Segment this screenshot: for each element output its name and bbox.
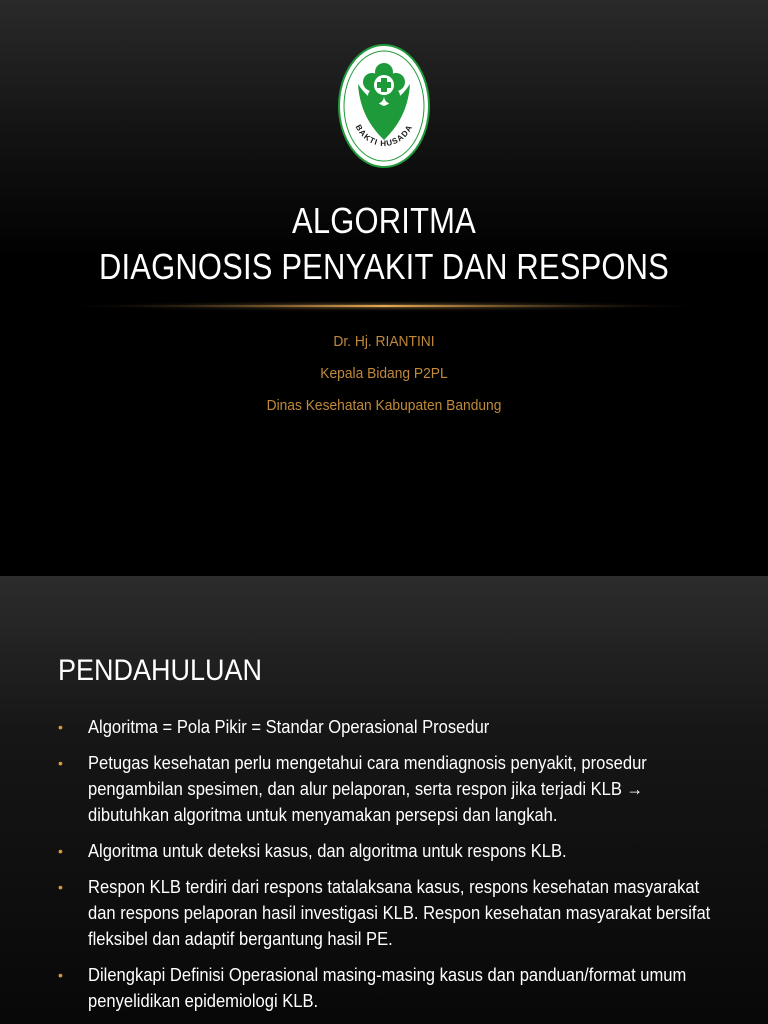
bullet-marker: • <box>58 879 63 895</box>
bullet-marker: • <box>58 967 63 983</box>
bullet-marker: • <box>58 719 63 735</box>
list-item: • Algoritma = Pola Pikir = Standar Operasional Prosedur <box>56 714 720 740</box>
list-item: • Respon KLB terdiri dari respons tatalaksana kasus, respons kesehatan masyarakat dan respons pelaporan hasil investigasi KLB. Respon kesehatan masyarakat bersifat fleksibel dan adaptif bergantung hasil PE. <box>56 874 720 952</box>
section-heading: PENDAHULUAN <box>58 654 263 687</box>
bullet-marker: • <box>58 755 63 771</box>
author-name: Dr. Hj. RIANTINI <box>333 333 435 350</box>
title-line-1: ALGORITMA <box>292 200 476 241</box>
list-item: • Dilengkapi Definisi Operasional masing-masing kasus dan panduan/format umum penyelidikan epidemiologi KLB. <box>56 962 720 1014</box>
title-divider <box>60 300 708 312</box>
title-line-2: DIAGNOSIS PENYAKIT DAN RESPONS <box>98 246 670 287</box>
logo-text: BAKTI HUSADA <box>353 123 415 149</box>
bullet-list <box>56 714 720 1024</box>
bakti-husada-logo <box>338 44 430 168</box>
bullet-marker: • <box>58 843 63 859</box>
list-item: • Algoritma untuk deteksi kasus, dan algoritma untuk respons KLB. <box>56 838 720 864</box>
list-item: • Petugas kesehatan perlu mengetahui cara mendiagnosis penyakit, prosedur pengambilan spesimen, dan alur pelaporan, serta respon jika terjadi KLB → dibutuhkan algoritma untuk menyamakan persepsi dan langkah. <box>56 750 720 828</box>
author-organization: Dinas Kesehatan Kabupaten Bandung <box>266 397 502 414</box>
author-position: Kepala Bidang P2PL <box>320 365 448 382</box>
